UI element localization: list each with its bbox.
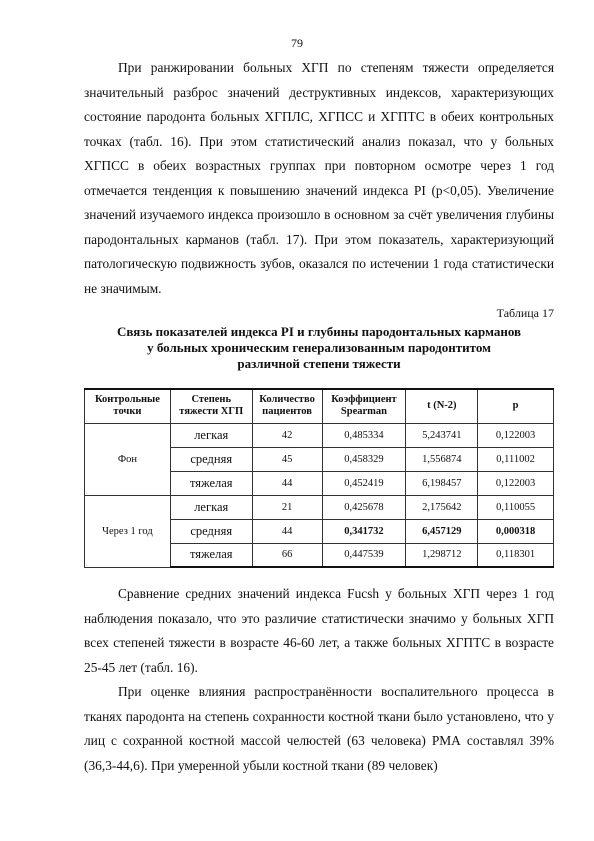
cell-severity: легкая [170,423,252,447]
cell-spearman: 0,341732 [322,519,406,543]
table-label: Таблица 17 [496,306,554,320]
cell-p: 0,111002 [478,447,554,471]
cell-t: 6,457129 [406,519,478,543]
cell-count: 21 [252,495,322,519]
cell-p: 0,118301 [478,543,554,567]
cell-t: 1,556874 [406,447,478,471]
table-title [84,324,554,372]
table-row [85,495,554,519]
cell-spearman: 0,452419 [322,471,406,495]
cell-p: 0,000318 [478,519,554,543]
cell-count: 44 [252,519,322,543]
cell-severity: тяжелая [170,543,252,567]
cell-spearman: 0,458329 [322,447,406,471]
group-label: Фон [85,423,171,495]
cell-spearman: 0,485334 [322,423,406,447]
cell-count: 42 [252,423,322,447]
cell-t: 1,298712 [406,543,478,567]
cell-p: 0,122003 [478,471,554,495]
header-severity: Степень тяжести ХГП [170,389,252,423]
table-row [85,423,554,447]
cell-severity: тяжелая [170,471,252,495]
header-t: t (N-2) [406,389,478,423]
table-title-line-1: Связь показателей индекса PI и глубины пародонтальных карманов [116,324,522,339]
header-spearman: Коэффициент Spearman [322,389,406,423]
cell-spearman: 0,447539 [322,543,406,567]
table-title-line-3: различной степени тяжести [237,356,401,371]
header-control-points: Контрольные точки [85,389,171,423]
table-header-row [85,389,554,423]
cell-t: 6,198457 [406,471,478,495]
page-number: 79 [291,36,303,50]
header-p: p [478,389,554,423]
table-title-line-2: у больных хроническим генерализованным пародонтитом [147,340,491,355]
cell-t: 5,243741 [406,423,478,447]
cell-severity: легкая [170,495,252,519]
cell-t: 2,175642 [406,495,478,519]
header-patient-count: Количество пациентов [252,389,322,423]
cell-count: 66 [252,543,322,567]
cell-spearman: 0,425678 [322,495,406,519]
cell-p: 0,122003 [478,423,554,447]
paragraph-3: При оценке влияния распространённости воспалительного процесса в тканях пародонта на степень сохранности костной ткани было установлено, что у лиц с сохранной костной массой челюстей (63 человека) РМА составлял 39% (36,3-44,6). При умеренной убыли костной ткани (89 человек) [84,684,554,773]
cell-count: 44 [252,471,322,495]
cell-p: 0,110055 [478,495,554,519]
paragraph-1: При ранжировании больных ХГП по степеням тяжести определяется значительный разброс значений деструктивных индексов, характеризующих состояние пародонта больных ХГПЛС, ХГПСС и ХГПТС в обеих контрольных точках (табл. 16). При этом статистический анализ показал, что у больных ХГПСС в обеих возрастных группах при повторном осмотре через 1 год отмечается тенденция к повышению значений индекса PI (p<0,05). Увеличение значений изучаемого индекса произошло в основном за счёт увеличения глубины пародонтальных карманов (табл. 17). При этом показатель, характеризующий патологическую подвижность зубов, оказался по истечении 1 года статистически не значимым. [84,60,554,296]
group-label: Через 1 год [85,495,171,567]
cell-severity: средняя [170,519,252,543]
cell-severity: средняя [170,447,252,471]
paragraph-2: Сравнение средних значений индекса Fucsh у больных ХГП через 1 год наблюдения показало, что это различие статистически значимо у больных ХГП всех степеней тяжести в возрасте 46-60 лет, а также больных ХГПТС в возрасте 25-45 лет (табл. 16). [84,586,554,675]
correlation-table [84,388,554,568]
cell-count: 45 [252,447,322,471]
